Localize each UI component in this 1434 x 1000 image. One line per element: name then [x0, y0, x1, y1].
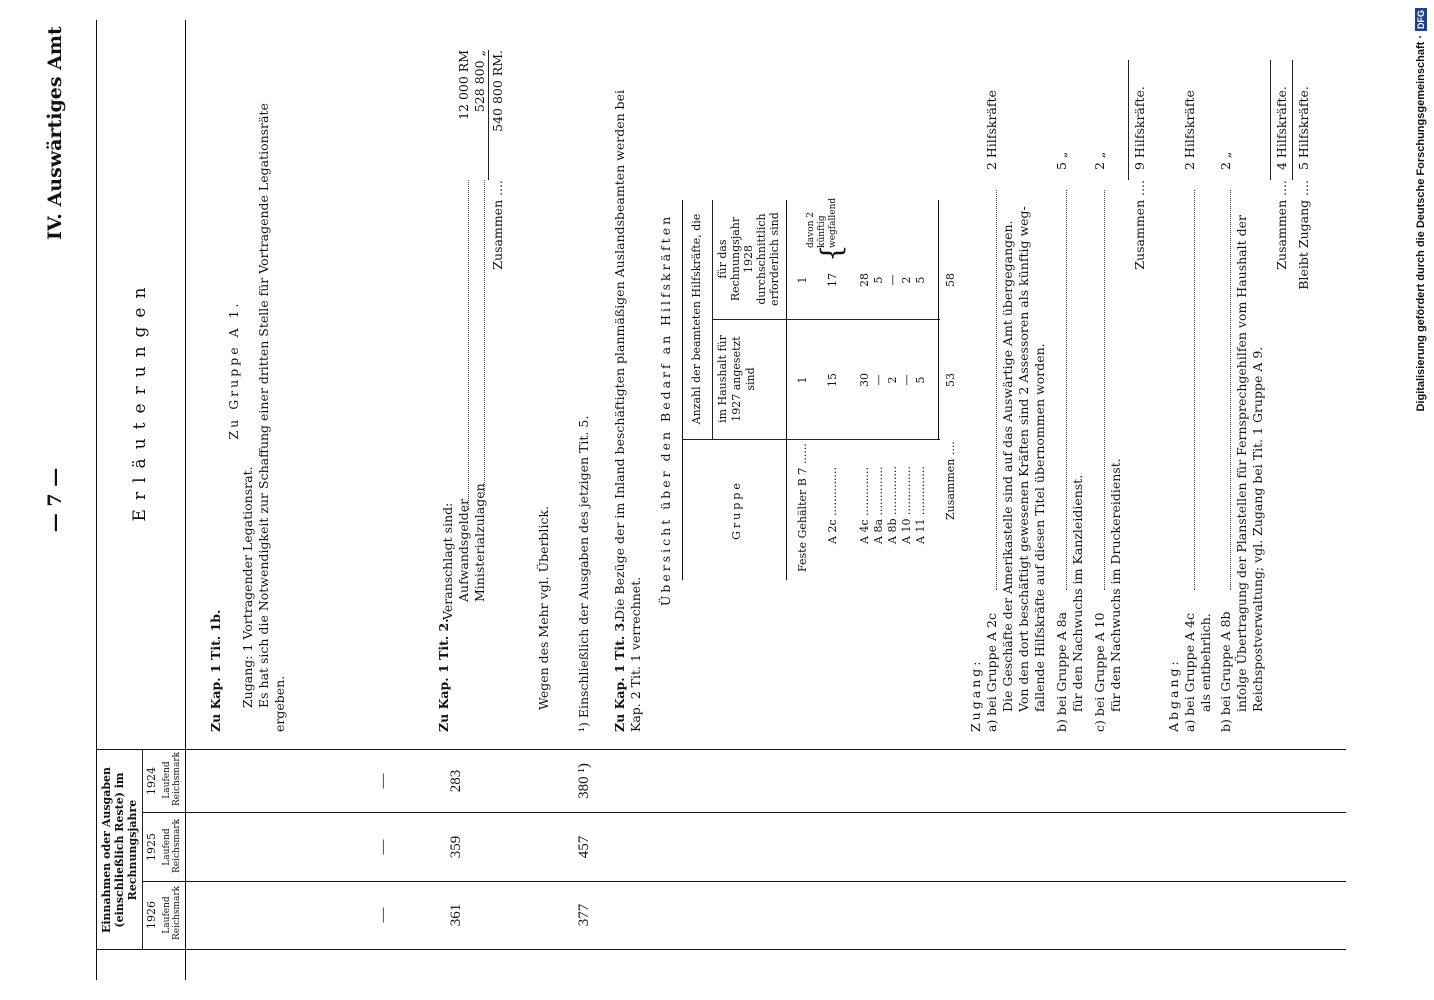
overview-row-0-b: 1 — [796, 276, 809, 284]
block2-item1-leader — [468, 180, 469, 510]
overview-row-4-a: 2 — [886, 376, 899, 384]
overview-col-group: Gruppe — [730, 480, 743, 540]
footnote: ¹) Einschließlich der Ausgaben des jetzigen Tit. 5. — [576, 415, 591, 732]
year-divider-1 — [142, 881, 1346, 882]
overview-row-6-group: A 11 .............. — [914, 466, 927, 544]
overview-total-b: 58 — [944, 273, 957, 287]
block2-item2-label: Ministerialzulagen — [472, 483, 487, 602]
funding-note-text: Digitalisierung gefördert durch die Deutsche Forschungsgemeinschaft · — [1415, 35, 1427, 412]
r1-1925: — — [375, 839, 391, 855]
zugang-total-label: Zusammen .... — [1132, 180, 1147, 270]
abgang-sum-rule — [1270, 60, 1271, 180]
header-top-rule — [96, 20, 97, 980]
abgang-b-label: b) bei Gruppe A 8b — [1218, 611, 1233, 732]
zugang-c-text: für den Nachwuchs im Druckereidienst. — [1108, 458, 1123, 712]
header-bottom-rule — [185, 20, 186, 980]
abgang-a-text: als entbehrlich. — [1198, 613, 1213, 712]
block3-line1: Die Bezüge der im Inland beschäftigten planmäßigen Auslandsbeamten werden bei — [612, 89, 627, 620]
block2-heading: Zu Kap. 1 Tit. 2. — [436, 618, 451, 732]
r3-1924: 380 ¹) — [576, 763, 592, 799]
zugang-sum-rule — [1128, 60, 1129, 180]
block1-line2: Es hat sich die Notwendigkeit zur Schaffung einer dritten Stelle für Vortragende Legationsräte — [256, 103, 271, 708]
block3-heading: Zu Kap. 1 Tit. 3. — [612, 618, 627, 732]
amounts-explanations-divider — [96, 749, 1346, 750]
zugang-a-text1: Die Geschäfte der Amerikastelle sind auf das Auswärtige Amt übergegangen. — [1000, 220, 1015, 712]
zugang-a-label: a) bei Gruppe A 2c — [984, 612, 999, 732]
block2-line1: Veranschlagt sind: — [440, 502, 455, 620]
overview-row-3-group: A 8a .............. — [872, 466, 885, 544]
overview-row-1-group: A 2c .............. — [826, 466, 839, 544]
funding-note-text-row — [1409, 8, 1433, 992]
abgang-remain-label: Bleibt Zugang .... — [1296, 180, 1311, 290]
r1-1924: — — [375, 773, 391, 789]
funding-note — [1409, 8, 1433, 992]
overview-col-divider-1 — [682, 439, 940, 440]
zugang-b-text: für den Nachwuchs im Kanzleidienst. — [1070, 474, 1085, 712]
overview-row-0-a: 1 — [796, 376, 809, 384]
r2-1925: 359 — [448, 835, 464, 859]
dfg-logo: DFG — [1416, 10, 1426, 29]
abgang-a-label: a) bei Gruppe A 4c — [1182, 612, 1197, 732]
overview-col-count-header: Anzahl der beamteten Hilfskräfte, die — [690, 213, 703, 425]
explanations-header: Erläuterungen — [130, 278, 150, 522]
overview-row-0-group: Feste Gehälter B 7 ...... — [796, 443, 809, 572]
section-title: IV. Auswärtiges Amt — [44, 26, 66, 240]
overview-row-5-b: 2 — [900, 276, 913, 284]
zugang-title: Zugang: — [968, 658, 983, 732]
r2-1924: 283 — [448, 769, 464, 793]
overview-col-b: für das Rechnungsjahr 1928 durchschnittlich erforderlich sind — [716, 212, 781, 306]
overview-row-1-a: 15 — [826, 373, 839, 387]
overview-col-divider-2 — [712, 319, 940, 320]
unit-1925: Laufend Reichsmark — [162, 818, 182, 873]
overview-row-5-a: — — [900, 374, 913, 386]
overview-total-rule — [938, 200, 939, 440]
year-1925: 1925 — [145, 833, 158, 861]
abgang-a-value: 2 Hilfskräfte — [1182, 90, 1197, 170]
zugang-b-leader — [1066, 190, 1067, 590]
year-1924: 1924 — [145, 767, 158, 795]
year-1926: 1926 — [145, 901, 158, 929]
overview-total-a: 53 — [944, 373, 957, 387]
abgang-total-value: 4 Hilfskräfte. — [1274, 86, 1289, 170]
abgang-a-leader — [1194, 190, 1195, 590]
block1-heading: Zu Kap. 1 Tit. 1b. — [208, 609, 223, 732]
block2-note: Wegen des Mehr vgl. Überblick. — [536, 505, 551, 710]
r1-1926: — — [375, 907, 391, 923]
zugang-a-value: 2 Hilfskräfte — [984, 90, 999, 170]
block2-item2-value: 528 800 „ — [472, 50, 487, 113]
zugang-total-value: 9 Hilfskräfte. — [1132, 86, 1147, 170]
block2-total-label: Zusammen .... — [490, 180, 505, 270]
overview-row-2-a: 30 — [858, 373, 871, 387]
block2-sum-rule — [488, 50, 489, 180]
overview-row-6-a: 5 — [914, 376, 927, 384]
overview-row-6-b: 5 — [914, 276, 927, 284]
overview-row-2-group: A 4c .............. — [858, 466, 871, 544]
r3-1926: 377 — [576, 903, 592, 927]
unit-1924: Laufend Reichsmark — [162, 751, 182, 806]
unit-1926: Laufend Reichsmark — [162, 885, 182, 940]
zugang-a-text2: Von den dort beschäftigt gewesenen Kräften sind 2 Assessoren als künftig weg- — [1016, 206, 1031, 712]
overview-row-2-b: 28 — [858, 273, 871, 287]
overview-title: Übersicht über den Bedarf an Hilfskräften — [658, 213, 673, 607]
abgang-b-value: 2 „ — [1218, 151, 1233, 170]
overview-brace: { — [815, 244, 848, 262]
overview-row-4-group: A 8b .............. — [886, 466, 899, 544]
abgang-remain-value: 5 Hilfskräfte. — [1296, 86, 1311, 170]
page-number: — 7 — — [44, 467, 66, 533]
zugang-c-label: c) bei Gruppe A 10 — [1092, 612, 1107, 732]
overview-row-3-b: 5 — [872, 276, 885, 284]
block3-line2: Kap. 2 Tit. 1 verrechnet. — [628, 576, 643, 732]
overview-header-rule — [786, 200, 787, 580]
overview-row-4-b: — — [886, 274, 899, 286]
block1-line3: ergeben. — [272, 675, 287, 732]
overview-row-5-group: A 10 .............. — [900, 466, 913, 544]
zugang-a-text3: fallende Hilfskräfte auf diesen Titel übernommen worden. — [1032, 343, 1047, 712]
overview-row-3-a: — — [872, 374, 885, 386]
zugang-c-value: 2 „ — [1092, 151, 1107, 170]
overview-row-1-b: 17 — [826, 273, 839, 287]
block2-item1-value: 12 000 RM — [456, 50, 471, 120]
r3-1925: 457 — [576, 835, 592, 859]
overview-col-a: im Haushalt für 1927 angesetzt sind — [716, 335, 757, 423]
abgang-total-label: Zusammen .... — [1274, 180, 1289, 270]
abgang-b-text2: Reichspostverwaltung; vgl. Zugang bei Tit. 1 Gruppe A 9. — [1250, 346, 1265, 712]
overview-top-rule — [682, 200, 683, 580]
zugang-a-leader — [996, 190, 997, 590]
abgang-remain-rule — [1292, 60, 1293, 180]
years-rule — [142, 750, 143, 950]
zugang-c-leader — [1104, 190, 1105, 590]
left-border — [96, 949, 1346, 950]
block2-item2-leader — [484, 180, 485, 495]
overview-subheader-rule — [712, 200, 713, 440]
block1-line1: Zugang: 1 Vortragender Legationsrat. — [240, 466, 255, 708]
block2-total-value: 540 800 RM. — [490, 50, 505, 132]
abgang-b-text1: infolge Übertragung der Planstellen für Fernsprechgehilfen vom Haushalt der — [1234, 215, 1249, 712]
zugang-b-label: b) bei Gruppe A 8a — [1054, 611, 1069, 732]
zugang-b-value: 5 „ — [1054, 151, 1069, 170]
r2-1926: 361 — [448, 903, 464, 927]
block2-item1-label: Aufwandsgelder — [456, 498, 471, 602]
overview-total-label: Zusammen .... — [944, 441, 957, 520]
abgang-title: Abgang: — [1166, 658, 1181, 732]
abgang-b-leader — [1230, 190, 1231, 590]
columns-group-header: Einnahmen oder Ausgaben (einschließlich Reste) im Rechnungsjahre — [100, 766, 139, 934]
block1-subheading: Zu Gruppe A 1. — [226, 300, 241, 440]
year-divider-2 — [142, 812, 1346, 813]
overview-brace-note: davon 2 künftig wegfallend — [806, 197, 838, 248]
